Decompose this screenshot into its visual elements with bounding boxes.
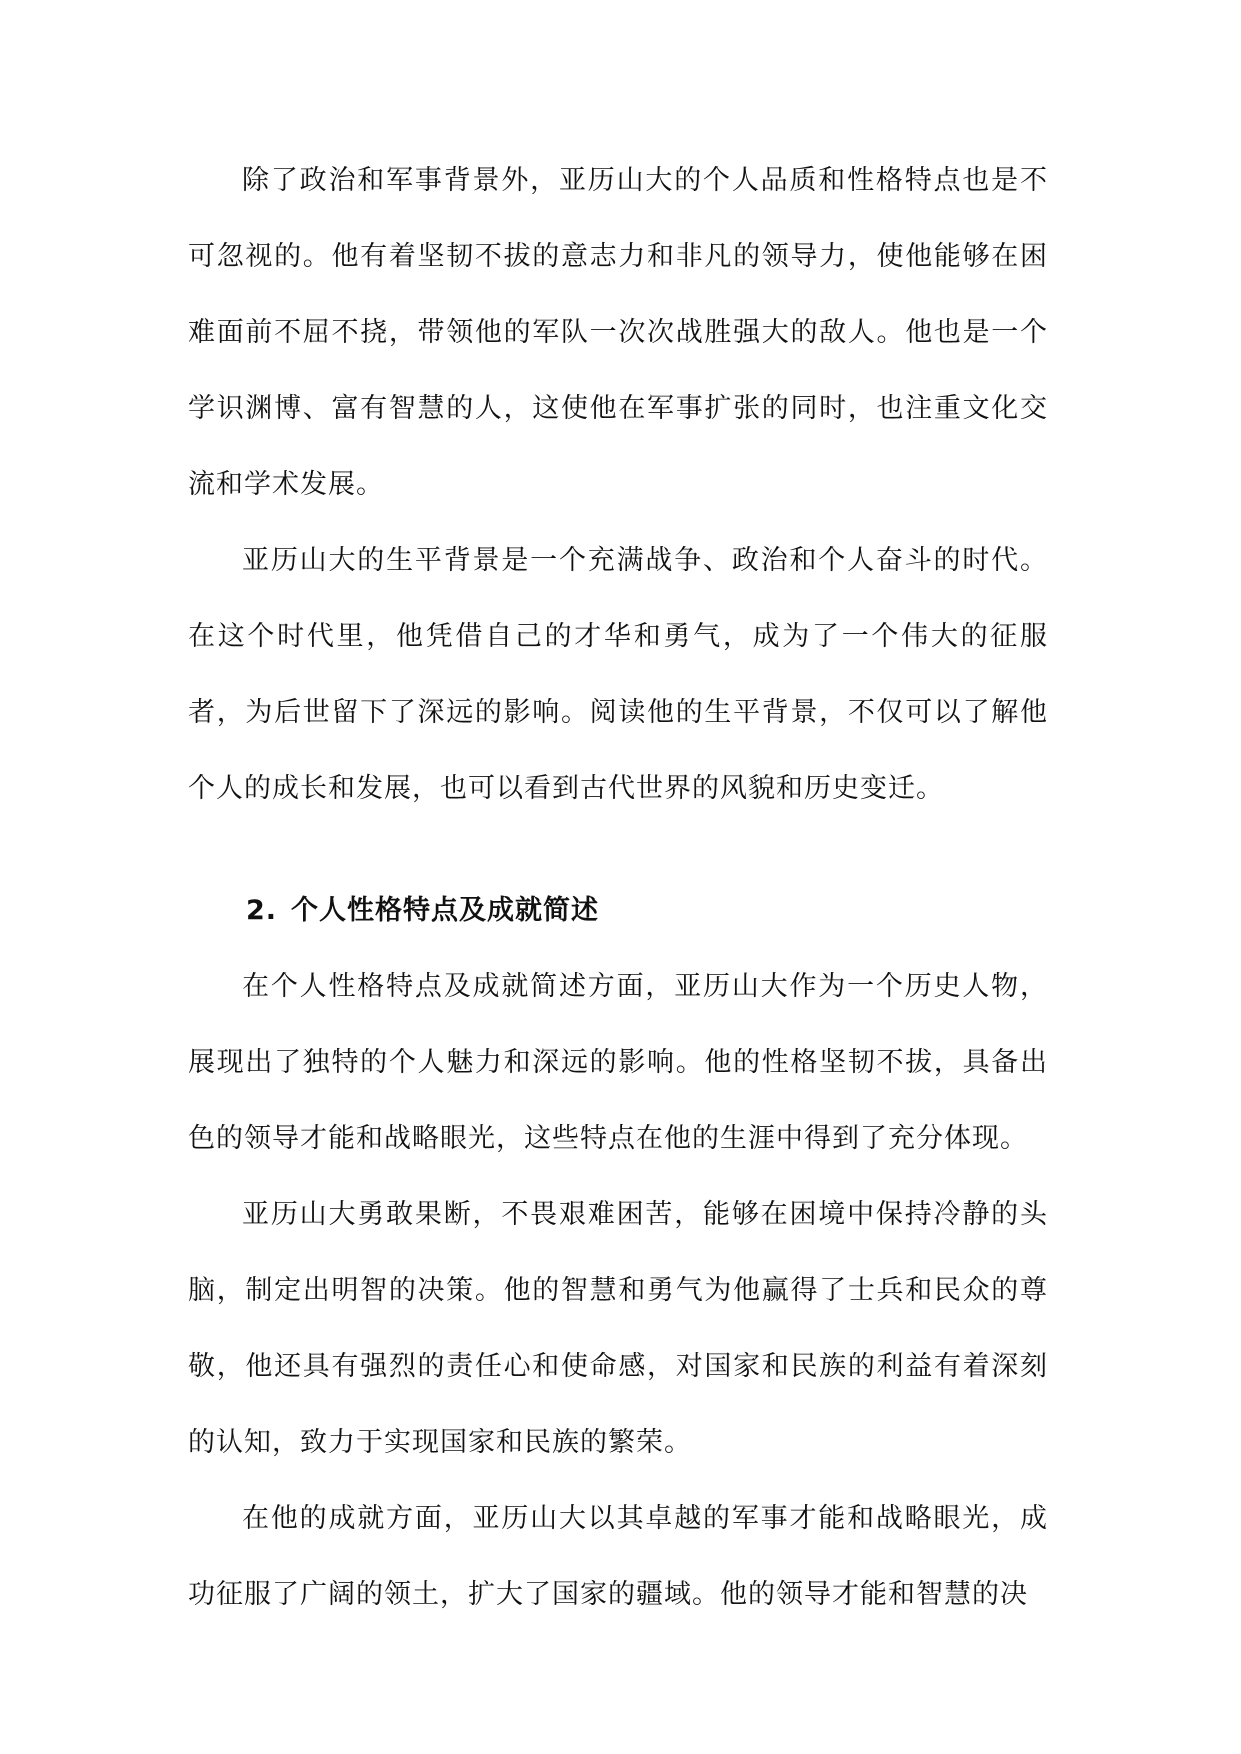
- section-title: 个人性格特点及成就简述: [291, 895, 600, 926]
- section-heading: [188, 873, 1048, 949]
- section-number: 2.: [246, 895, 278, 926]
- paragraph-character-overview: 在个人性格特点及成就简述方面，亚历山大作为一个历史人物，展现出了独特的个人魅力和深远的影响。他的性格坚韧不拔，具备出色的领导才能和战略眼光，这些特点在他的生涯中得到了充分体现。: [188, 971, 1048, 1154]
- document-body: [188, 143, 1048, 1633]
- paragraph-courage-wisdom: 亚历山大勇敢果断，不畏艰难困苦，能够在困境中保持冷静的头脑，制定出明智的决策。他的智慧和勇气为他赢得了士兵和民众的尊敬，他还具有强烈的责任心和使命感，对国家和民族的利益有着深刻的认知，致力于实现国家和民族的繁荣。: [188, 1199, 1048, 1458]
- paragraph-achievements: 在他的成就方面，亚历山大以其卓越的军事才能和战略眼光，成功征服了广阔的领土，扩大了国家的疆域。他的领导才能和智慧的决: [188, 1503, 1048, 1610]
- paragraph-life-background: 亚历山大的生平背景是一个充满战争、政治和个人奋斗的时代。在这个时代里，他凭借自己的才华和勇气，成为了一个伟大的征服者，为后世留下了深远的影响。阅读他的生平背景，不仅可以了解他个人的成长和发展，也可以看到古代世界的风貌和历史变迁。: [188, 545, 1048, 804]
- paragraph-personal-qualities: 除了政治和军事背景外，亚历山大的个人品质和性格特点也是不可忽视的。他有着坚韧不拔的意志力和非凡的领导力，使他能够在困难面前不屈不挠，带领他的军队一次次战胜强大的敌人。他也是一个学识渊博、富有智慧的人，这使他在军事扩张的同时，也注重文化交流和学术发展。: [188, 165, 1048, 500]
